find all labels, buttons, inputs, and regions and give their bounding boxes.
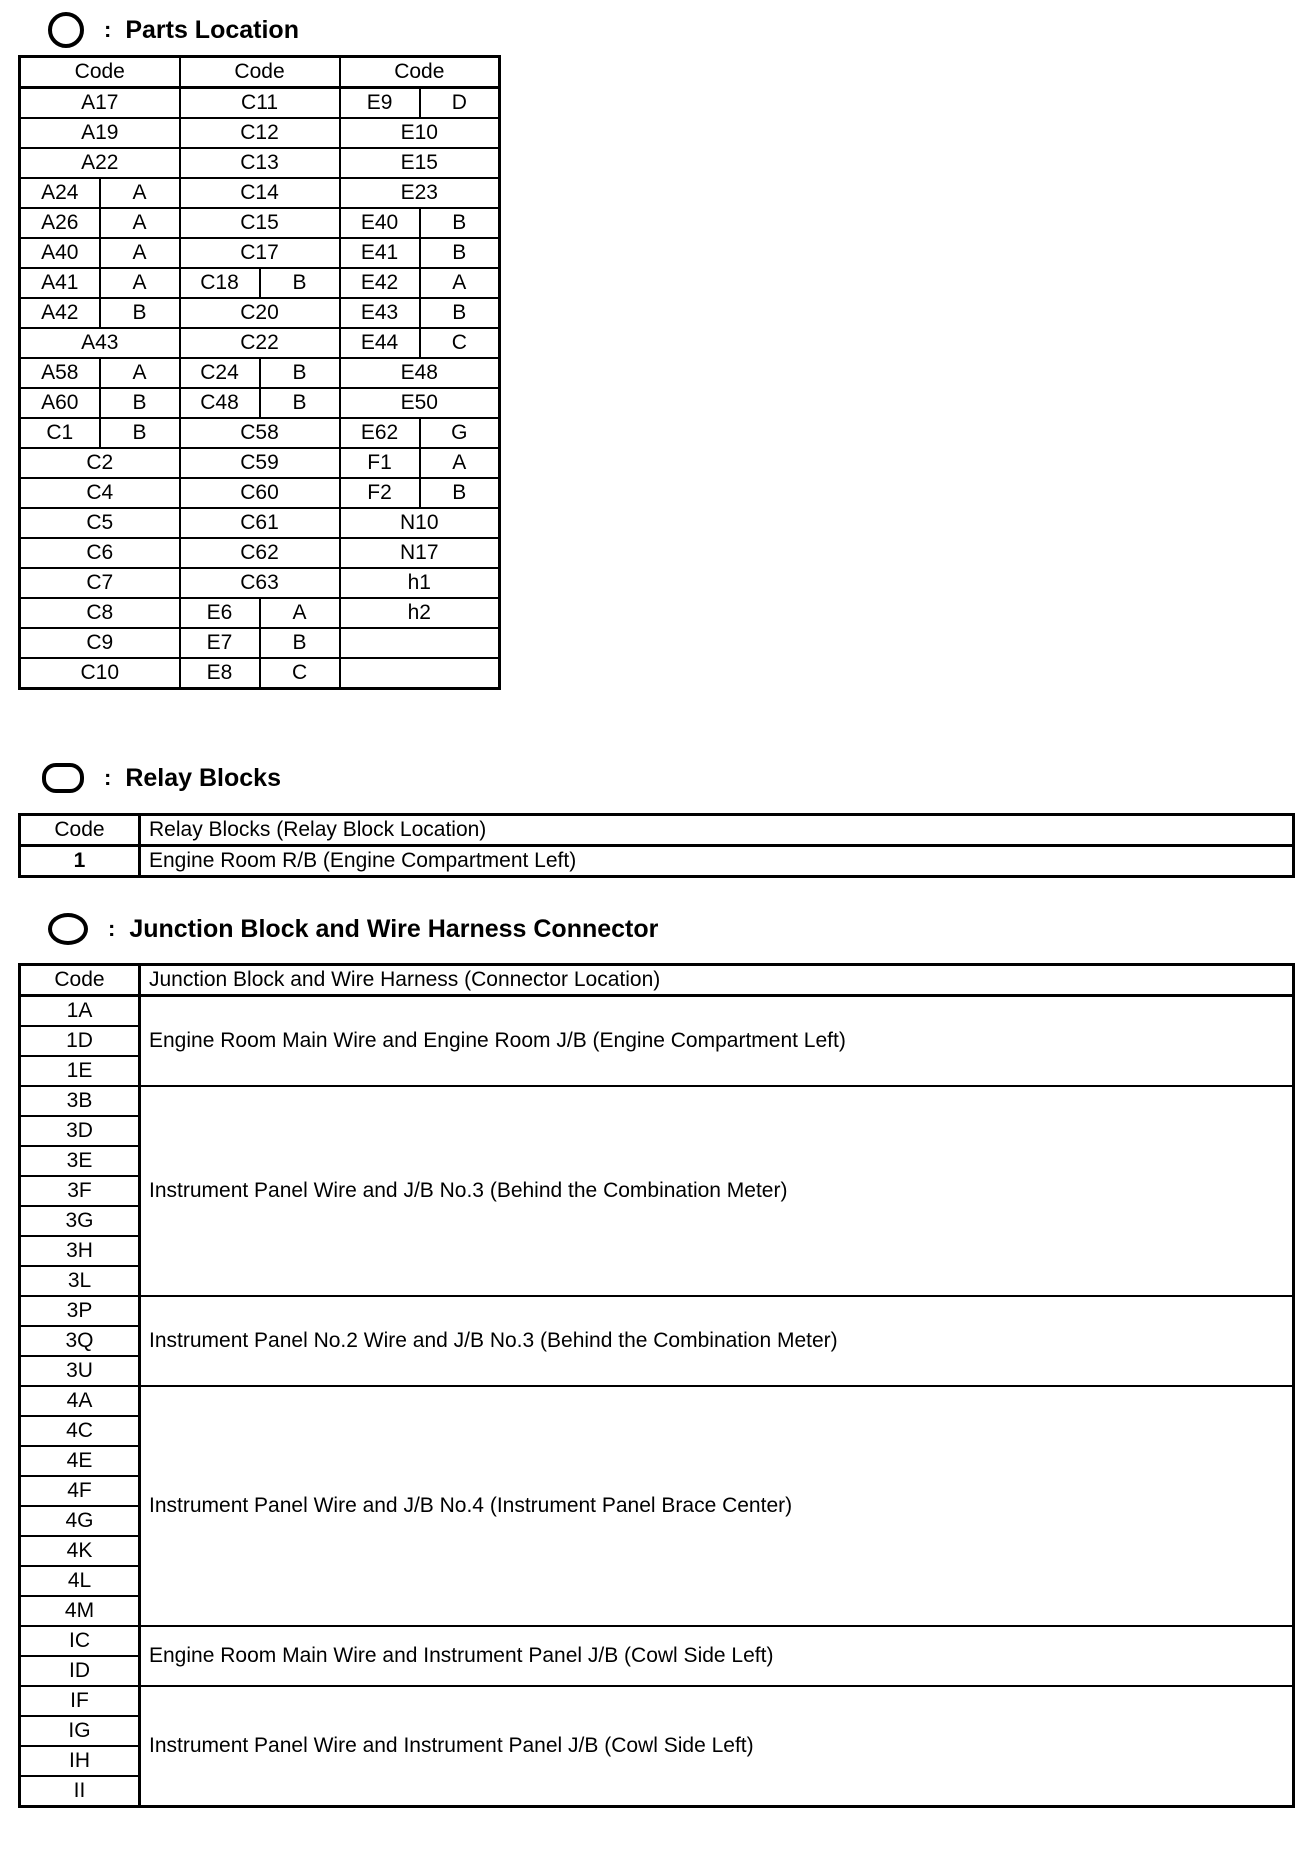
table-row xyxy=(20,448,500,478)
junction-code: 3E xyxy=(20,1146,140,1176)
part-code: A43 xyxy=(20,328,180,358)
relay-header-code: Code xyxy=(20,815,140,846)
table-row xyxy=(20,1296,1294,1326)
parts-header-code: Code xyxy=(20,57,180,88)
oval-icon xyxy=(48,913,88,945)
parts-location-heading xyxy=(48,12,299,48)
part-code: E7 xyxy=(180,628,260,658)
part-location-letter: A xyxy=(100,238,180,268)
part-code xyxy=(340,628,500,658)
junction-code: 1A xyxy=(20,996,140,1027)
part-code: F2 xyxy=(340,478,420,508)
parts-location-title: Parts Location xyxy=(125,15,299,44)
table-row xyxy=(20,1386,1294,1416)
table-row xyxy=(20,388,500,418)
junction-table xyxy=(18,963,1295,1808)
junction-code: 3H xyxy=(20,1236,140,1266)
part-code: C48 xyxy=(180,388,260,418)
relay-blocks-title: Relay Blocks xyxy=(125,763,281,792)
junction-code: 3Q xyxy=(20,1326,140,1356)
table-row xyxy=(20,628,500,658)
part-code: C9 xyxy=(20,628,180,658)
part-code: C20 xyxy=(180,298,340,328)
part-code: E42 xyxy=(340,268,420,298)
relay-blocks-table xyxy=(18,813,1295,878)
part-location-letter: B xyxy=(420,298,500,328)
part-location-letter: A xyxy=(420,268,500,298)
junction-code: ID xyxy=(20,1656,140,1686)
relay-blocks-heading xyxy=(42,763,281,793)
table-row xyxy=(20,88,500,119)
part-location-letter: B xyxy=(420,478,500,508)
part-code: E62 xyxy=(340,418,420,448)
part-location-letter: A xyxy=(260,598,340,628)
part-code: C15 xyxy=(180,208,340,238)
table-row xyxy=(20,598,500,628)
table-row xyxy=(20,478,500,508)
junction-code: 3D xyxy=(20,1116,140,1146)
table-row xyxy=(20,538,500,568)
part-code: C62 xyxy=(180,538,340,568)
circle-icon xyxy=(48,12,84,48)
junction-code: 4C xyxy=(20,1416,140,1446)
junction-code: 4L xyxy=(20,1566,140,1596)
part-location-letter: A xyxy=(100,358,180,388)
table-row xyxy=(20,846,1294,877)
heading-colon: : xyxy=(104,765,112,790)
junction-code: 4F xyxy=(20,1476,140,1506)
junction-code: IF xyxy=(20,1686,140,1716)
junction-code: IC xyxy=(20,1626,140,1656)
junction-code: 3L xyxy=(20,1266,140,1296)
part-code: h2 xyxy=(340,598,500,628)
junction-code: 4E xyxy=(20,1446,140,1476)
part-code: E50 xyxy=(340,388,500,418)
part-location-letter: C xyxy=(260,658,340,689)
part-location-letter: A xyxy=(100,268,180,298)
heading-colon: : xyxy=(108,916,116,941)
part-code: E6 xyxy=(180,598,260,628)
part-location-letter: A xyxy=(420,448,500,478)
junction-code: 4K xyxy=(20,1536,140,1566)
part-location-letter: B xyxy=(260,358,340,388)
part-code: E9 xyxy=(340,88,420,119)
junction-code: 3P xyxy=(20,1296,140,1326)
part-code: C4 xyxy=(20,478,180,508)
part-code: C61 xyxy=(180,508,340,538)
part-code: E10 xyxy=(340,118,500,148)
junction-header-code: Code xyxy=(20,965,140,996)
part-location-letter: C xyxy=(420,328,500,358)
part-code: A22 xyxy=(20,148,180,178)
part-location-letter: B xyxy=(100,418,180,448)
part-code: A41 xyxy=(20,268,100,298)
junction-code: 4A xyxy=(20,1386,140,1416)
part-code: A60 xyxy=(20,388,100,418)
part-code: A42 xyxy=(20,298,100,328)
table-row xyxy=(20,1626,1294,1656)
table-row xyxy=(20,298,500,328)
table-row xyxy=(20,208,500,238)
table-row xyxy=(20,658,500,689)
junction-code: II xyxy=(20,1776,140,1807)
part-location-letter: D xyxy=(420,88,500,119)
part-location-letter: B xyxy=(420,238,500,268)
part-code: A40 xyxy=(20,238,100,268)
part-location-letter: B xyxy=(420,208,500,238)
table-row xyxy=(20,148,500,178)
part-code xyxy=(340,658,500,689)
part-code: A19 xyxy=(20,118,180,148)
part-code: C8 xyxy=(20,598,180,628)
part-location-letter: B xyxy=(260,268,340,298)
part-code: C1 xyxy=(20,418,100,448)
table-row xyxy=(20,508,500,538)
part-location-letter: B xyxy=(260,388,340,418)
parts-header-code: Code xyxy=(180,57,340,88)
heading-colon: : xyxy=(104,17,112,42)
part-location-letter: G xyxy=(420,418,500,448)
table-row xyxy=(20,328,500,358)
part-code: C22 xyxy=(180,328,340,358)
part-code: N17 xyxy=(340,538,500,568)
part-code: E23 xyxy=(340,178,500,208)
part-code: C14 xyxy=(180,178,340,208)
part-code: C2 xyxy=(20,448,180,478)
junction-desc: Instrument Panel Wire and Instrument Panel J/B (Cowl Side Left) xyxy=(140,1686,1294,1807)
junction-code: 4G xyxy=(20,1506,140,1536)
part-code: A58 xyxy=(20,358,100,388)
part-code: C6 xyxy=(20,538,180,568)
table-row xyxy=(20,178,500,208)
junction-heading xyxy=(48,913,658,945)
part-code: C59 xyxy=(180,448,340,478)
table-row xyxy=(20,238,500,268)
parts-location-table xyxy=(18,55,501,690)
table-row xyxy=(20,996,1294,1027)
junction-header-row xyxy=(20,965,1294,996)
table-row xyxy=(20,268,500,298)
part-location-letter: B xyxy=(260,628,340,658)
part-code: C17 xyxy=(180,238,340,268)
parts-header-row xyxy=(20,57,500,88)
junction-title: Junction Block and Wire Harness Connector xyxy=(129,914,659,943)
part-code: E40 xyxy=(340,208,420,238)
table-row xyxy=(20,358,500,388)
part-code: E43 xyxy=(340,298,420,328)
part-code: C11 xyxy=(180,88,340,119)
part-code: C5 xyxy=(20,508,180,538)
part-code: C13 xyxy=(180,148,340,178)
part-code: C63 xyxy=(180,568,340,598)
parts-header-code: Code xyxy=(340,57,500,88)
relay-header-row xyxy=(20,815,1294,846)
part-code: C58 xyxy=(180,418,340,448)
part-code: E48 xyxy=(340,358,500,388)
junction-code: 3G xyxy=(20,1206,140,1236)
junction-code: 3F xyxy=(20,1176,140,1206)
table-row xyxy=(20,418,500,448)
table-row xyxy=(20,1086,1294,1116)
part-code: E8 xyxy=(180,658,260,689)
junction-code: 1D xyxy=(20,1026,140,1056)
part-code: C18 xyxy=(180,268,260,298)
relay-desc: Engine Room R/B (Engine Compartment Left) xyxy=(140,846,1294,877)
junction-header-desc: Junction Block and Wire Harness (Connector Location) xyxy=(140,965,1294,996)
part-code: N10 xyxy=(340,508,500,538)
junction-code: IH xyxy=(20,1746,140,1776)
relay-code: 1 xyxy=(20,846,140,877)
junction-code: 3U xyxy=(20,1356,140,1386)
junction-code: 3B xyxy=(20,1086,140,1116)
rounded-rect-icon xyxy=(42,763,84,793)
table-row xyxy=(20,568,500,598)
part-location-letter: A xyxy=(100,178,180,208)
part-location-letter: B xyxy=(100,388,180,418)
part-code: A17 xyxy=(20,88,180,119)
part-code: C60 xyxy=(180,478,340,508)
table-row xyxy=(20,1686,1294,1716)
junction-desc: Engine Room Main Wire and Instrument Panel J/B (Cowl Side Left) xyxy=(140,1626,1294,1686)
part-code: C10 xyxy=(20,658,180,689)
junction-code: 1E xyxy=(20,1056,140,1086)
junction-desc: Instrument Panel No.2 Wire and J/B No.3 (Behind the Combination Meter) xyxy=(140,1296,1294,1386)
part-code: C24 xyxy=(180,358,260,388)
junction-desc: Instrument Panel Wire and J/B No.4 (Instrument Panel Brace Center) xyxy=(140,1386,1294,1626)
part-code: E41 xyxy=(340,238,420,268)
part-code: A24 xyxy=(20,178,100,208)
part-code: F1 xyxy=(340,448,420,478)
part-location-letter: A xyxy=(100,208,180,238)
part-code: A26 xyxy=(20,208,100,238)
junction-code: 4M xyxy=(20,1596,140,1626)
part-code: C12 xyxy=(180,118,340,148)
part-code: C7 xyxy=(20,568,180,598)
junction-desc: Engine Room Main Wire and Engine Room J/B (Engine Compartment Left) xyxy=(140,996,1294,1087)
junction-desc: Instrument Panel Wire and J/B No.3 (Behind the Combination Meter) xyxy=(140,1086,1294,1296)
relay-header-desc: Relay Blocks (Relay Block Location) xyxy=(140,815,1294,846)
junction-code: IG xyxy=(20,1716,140,1746)
part-code: E15 xyxy=(340,148,500,178)
part-location-letter: B xyxy=(100,298,180,328)
part-code: E44 xyxy=(340,328,420,358)
table-row xyxy=(20,118,500,148)
part-code: h1 xyxy=(340,568,500,598)
